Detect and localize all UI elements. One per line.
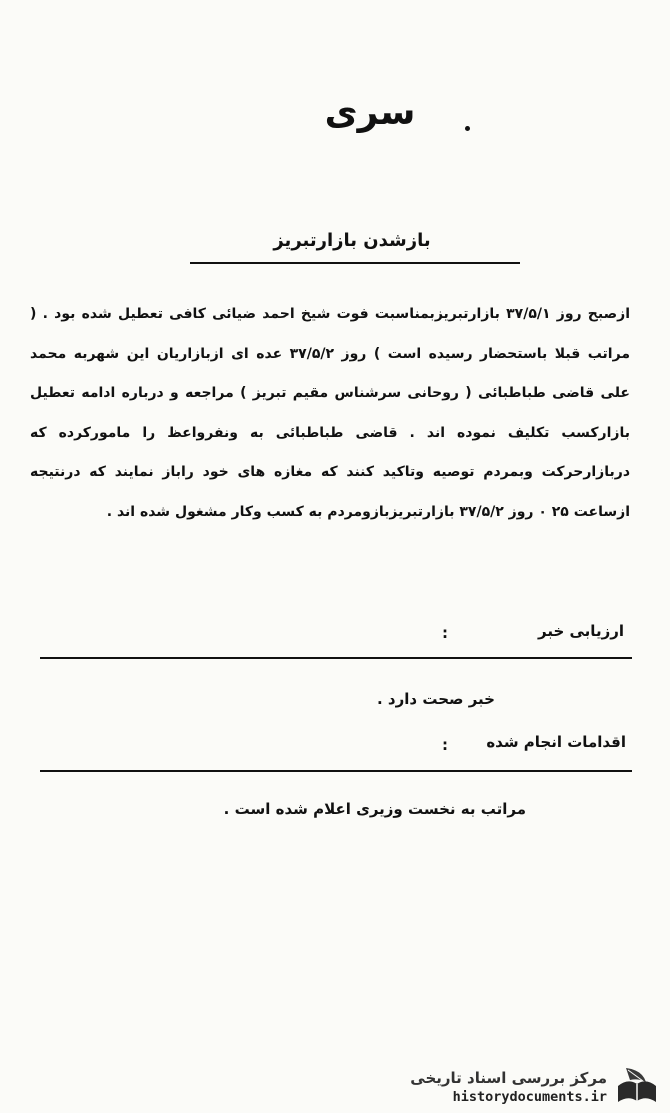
- evaluation-underline: [40, 657, 632, 659]
- document-subject: بازشدن بازارتبریز: [273, 230, 431, 251]
- archive-watermark: [382, 1068, 607, 1106]
- evaluation-label: ارزیابی خبر: [538, 622, 624, 640]
- actions-label: اقدامات انجام شده: [486, 733, 626, 751]
- subject-underline: [190, 262, 520, 264]
- ink-dot-mark: [465, 126, 470, 131]
- actions-underline: [40, 770, 632, 772]
- actions-value: مراتب به نخست وزیری اعلام شده است .: [223, 800, 526, 818]
- document-body: ازصبح روز ۳۷/۵/۱ بازارتبریزبمناسبت فوت شیخ احمد ضیائی کافی تعطیل شده بود . ( مراتب قبلا باستحضار رسیده است ) روز ۳۷/۵/۲ عده ای ازبازاریان این شهربه محمد علی قاضی طباطبائی ( روحانی سرشناس مقیم تبریز ) مراجعه و درباره ادامه تعطیل بازارکسب تکلیف نموده اند . قاضی طباطبائی به ونفرواعظ را مامورکرده که دربازارحرکت وبمردم توصیه وتاکید کنند که مغازه های خود راباز نمایند که درنتیجه ازساعت ۲۵ ۰ روز ۳۷/۵/۲ بازارتبریزبازومردم به کسب وکار مشغول شده اند .: [30, 306, 630, 520]
- evaluation-colon: :: [442, 624, 448, 642]
- watermark-site: historydocuments.ir: [452, 1089, 607, 1105]
- classification-title: سری: [324, 92, 416, 133]
- actions-colon: :: [442, 736, 448, 754]
- watermark-title: مرکز بررسی اسناد تاریخی: [410, 1069, 607, 1087]
- book-feather-logo-icon: [612, 1064, 662, 1108]
- evaluation-value: خبر صحت دارد .: [377, 690, 495, 708]
